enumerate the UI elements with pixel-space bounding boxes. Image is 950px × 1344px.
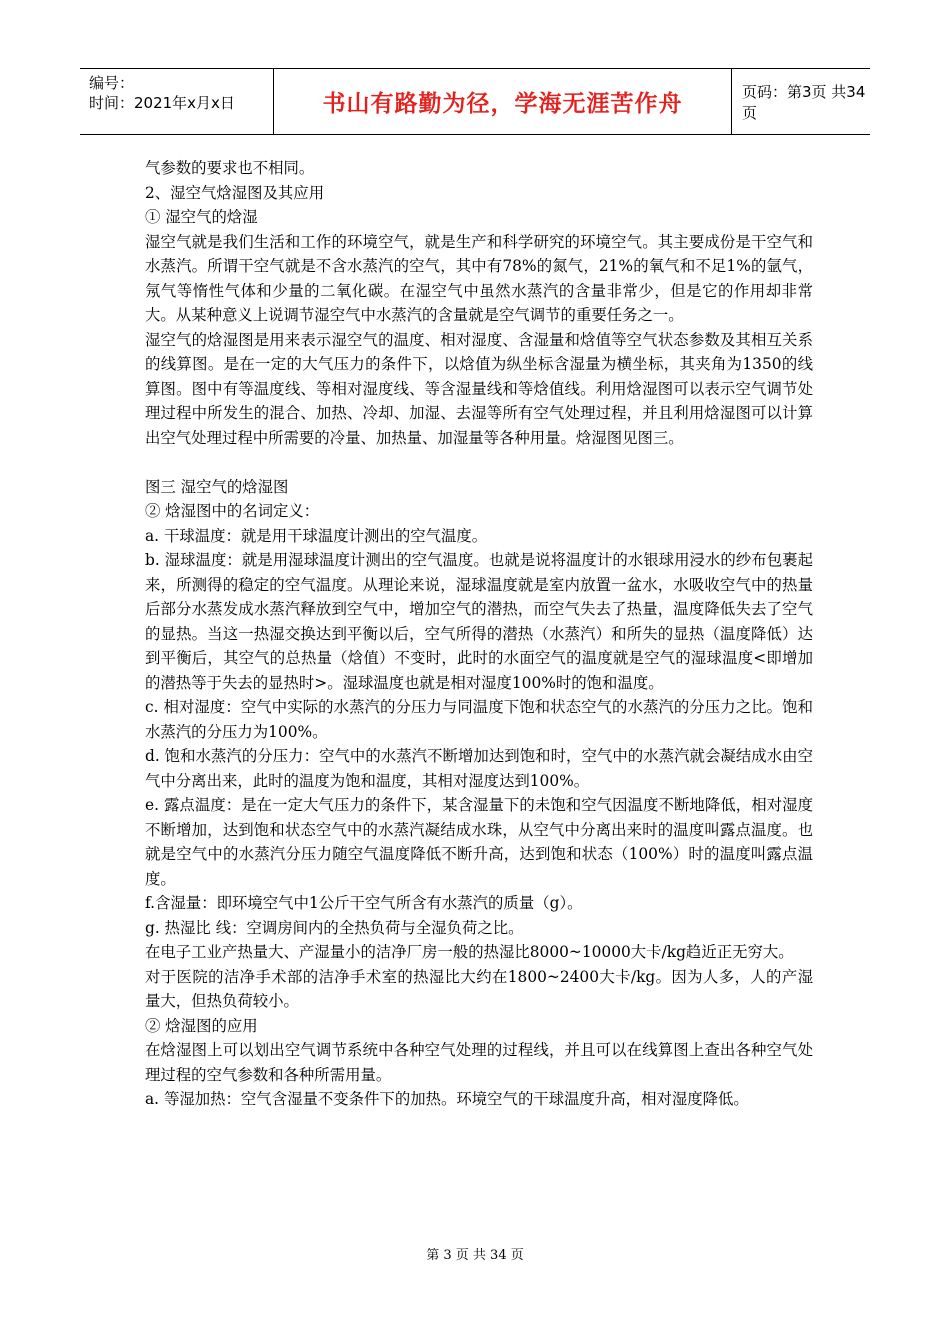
definition-item: e. 露点温度：是在一定大气压力的条件下，某含湿量下的未饱和空气因温度不断地降低，相对湿度不断增加，达到饱和状态空气中的水蒸汽凝结成水珠，从空气中分离出来时的温度叫露点温度。也就是空气中的水蒸汽分压力随空气温度降低不断升高，达到饱和状态（100%）时的温度叫露点温度。	[145, 796, 813, 888]
serial-label: 编号：	[89, 74, 135, 92]
paragraph: 对于医院的洁净手术部的洁净手术室的热湿比大约在1800~2400大卡/kg。因为人多，人的产湿量大，但热负荷较小。	[145, 967, 813, 1010]
section-heading: 2、湿空气焓湿图及其应用	[145, 183, 325, 202]
page-footer: 第 3 页 共 34 页	[426, 1248, 524, 1263]
header-page-info: 页码：第3页 共34页	[742, 82, 866, 122]
paragraph: 湿空气的焓湿图是用来表示湿空气的温度、相对湿度、含湿量和焓值等空气状态参数及其相互关系的线算图。是在一定的大气压力的条件下，以焓值为纵坐标含湿量为横坐标，其夹角为1350的线算图。图中有等温度线、等相对湿度线、等含湿量线和等焓值线。利用焓湿图可以表示空气调节处理过程中所发生的混合、加热、冷却、加湿、去湿等所有空气处理过程，并且利用焓湿图可以计算出空气处理过程中所需要的冷量、加热量、加湿量等各种用量。焓湿图见图三。	[145, 330, 813, 447]
subsection-heading: ② 焓湿图中的名词定义：	[145, 502, 320, 520]
definition-item: a. 等湿加热：空气含湿量不变条件下的加热。环境空气的干球温度升高，相对湿度降低。	[145, 1090, 749, 1108]
paragraph: 湿空气就是我们生活和工作的环境空气，就是生产和科学研究的环境空气。其主要成份是干空气和水蒸汽。所谓干空气就是不含水蒸汽的空气，其中有78%的氮气，21%的氧气和不足1%的氩气，氖气等惰性气体和少量的二氧化碳。在湿空气中虽然水蒸汽的含量非常少，但是它的作用却非常大。从某种意义上说调节湿空气中水蒸汽的含量就是空气调节的重要任务之一。	[145, 232, 813, 324]
date-label: 时间：2021年x月x日	[89, 94, 235, 112]
paragraph: 在电子工业产热量大、产湿量小的洁净厂房一般的热湿比8000~10000大卡/kg趋近正无穷大。	[145, 943, 794, 961]
definition-item: c. 相对湿度：空气中实际的水蒸汽的分压力与同温度下饱和状态空气的水蒸汽的分压力之比。饱和水蒸汽的分压力为100%。	[145, 698, 813, 741]
subsection-heading: ① 湿空气的焓湿	[145, 208, 258, 226]
paragraph: 在焓湿图上可以划出空气调节系统中各种空气处理的过程线，并且可以在线算图上查出各种空气处理过程的空气参数和各种所需用量。	[145, 1041, 813, 1084]
definition-item: g. 热湿比 线：空调房间内的全热负荷与全湿负荷之比。	[145, 918, 524, 937]
header-meta	[80, 69, 274, 134]
definition-item: a. 干球温度：就是用干球温度计测出的空气温度。	[145, 526, 488, 545]
definition-item: d. 饱和水蒸汽的分压力：空气中的水蒸汽不断增加达到饱和时，空气中的水蒸汽就会凝结成水由空气中分离出来，此时的温度为饱和温度，其相对湿度达到100%。	[145, 747, 813, 790]
figure-caption: 图三 湿空气的焓湿图	[145, 477, 289, 496]
subsection-heading: ② 焓湿图的应用	[145, 1016, 258, 1035]
paragraph: 气参数的要求也不相同。	[145, 159, 315, 177]
definition-item: f.含湿量：即环境空气中1公斤干空气所含有水蒸汽的质量（g）。	[145, 894, 583, 912]
definition-item: b. 湿球温度：就是用湿球温度计测出的空气温度。也就是说将温度计的水银球用浸水的纱布包裹起来，所测得的稳定的空气温度。从理论来说，湿球温度就是室内放置一盆水，水吸收空气中的热量后部分水蒸发成水蒸汽释放到空气中，增加空气的潜热，而空气失去了热量，温度降低失去了空气的显热。当这一热湿交换达到平衡以后，空气所得的潜热（水蒸汽）和所失的显热（温度降低）达到平衡后，其空气的总热量（焓值）不变时，此时的水面空气的温度就是空气的湿球温度<即增加的潜热等于失去的显热时>。湿球温度也就是相对湿度100%时的饱和温度。	[145, 551, 813, 692]
document-body	[145, 156, 813, 1112]
page-header	[80, 68, 870, 135]
header-motto: 书山有路勤为径，学海无涯苦作舟	[274, 69, 732, 134]
